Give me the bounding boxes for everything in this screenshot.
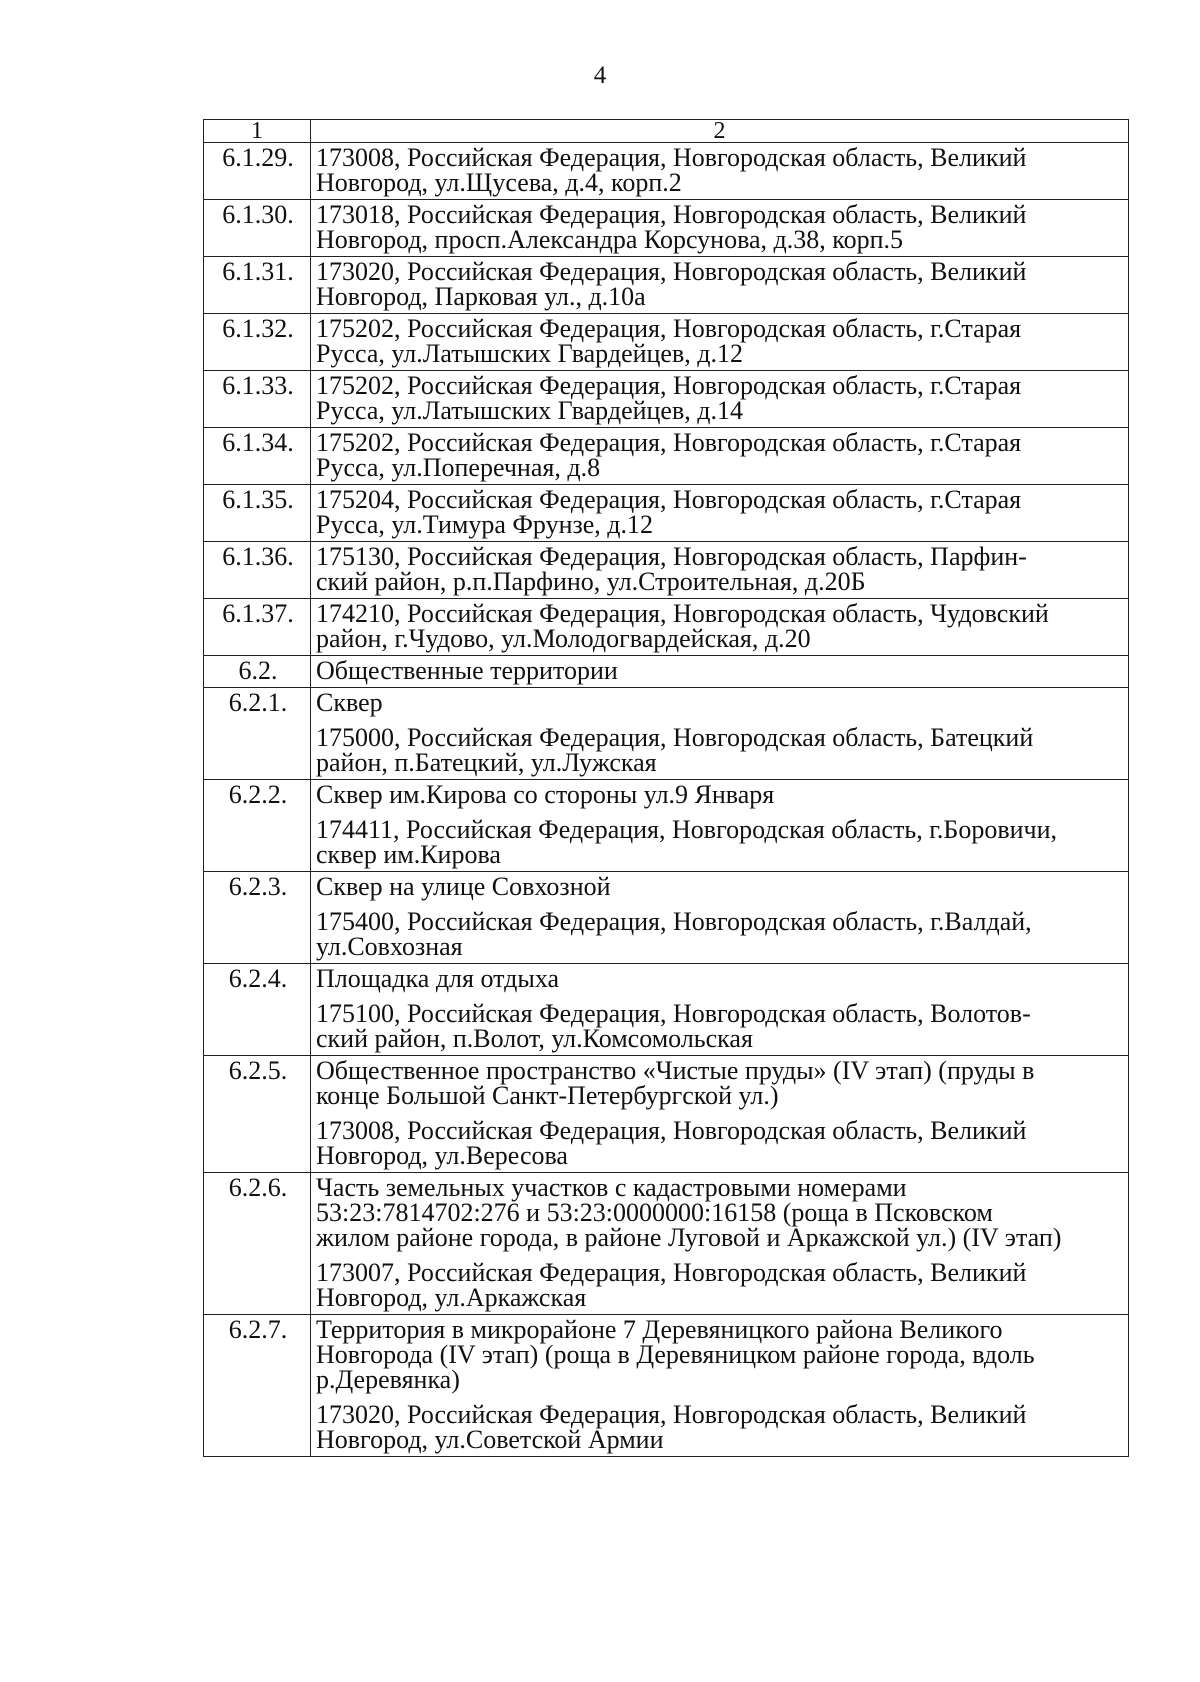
row-number: 6.2.6. — [204, 1173, 311, 1315]
address-line: 175204, Российская Федерация, Новгородская область, г.Старая — [316, 485, 1022, 514]
address-block — [316, 1402, 1125, 1452]
address-line: сквер им.Кирова — [316, 840, 501, 869]
address-line: Русса, ул.Латышских Гвардейцев, д.12 — [316, 339, 743, 368]
address-block — [316, 817, 1125, 867]
row-number: 6.1.32. — [204, 314, 311, 371]
object-name-line: 53:23:7814702:276 и 53:23:0000000:16158 (роща в Псковском — [316, 1198, 993, 1227]
table-row — [204, 688, 1129, 780]
address-block — [316, 373, 1125, 423]
object-name-line: Площадка для отдыха — [316, 964, 560, 993]
address-line: 173007, Российская Федерация, Новгородская область, Великий — [316, 1258, 1027, 1287]
address-line: 174210, Российская Федерация, Новгородская область, Чудовский — [316, 599, 1049, 628]
address-line: 175100, Российская Федерация, Новгородская область, Волотов- — [316, 999, 1031, 1028]
address-line: 175000, Российская Федерация, Новгородская область, Батецкий — [316, 723, 1034, 752]
row-content — [311, 599, 1129, 656]
row-content — [311, 143, 1129, 200]
table-row — [204, 599, 1129, 656]
table-row — [204, 1056, 1129, 1173]
object-name-line: Территория в микрорайоне 7 Деревяницкого района Великого — [316, 1315, 1003, 1344]
address-line: Русса, ул.Тимура Фрунзе, д.12 — [316, 510, 654, 539]
address-line: ский район, п.Волот, ул.Комсомольская — [316, 1024, 753, 1053]
address-line: 173020, Российская Федерация, Новгородская область, Великий — [316, 257, 1027, 286]
address-line: Новгород, ул.Щусева, д.4, корп.2 — [316, 168, 682, 197]
object-name-line: р.Деревянка) — [316, 1365, 460, 1394]
table-row — [204, 542, 1129, 599]
row-number: 6.1.31. — [204, 257, 311, 314]
address-line: 173018, Российская Федерация, Новгородская область, Великий — [316, 200, 1027, 229]
address-line: ул.Совхозная — [316, 932, 463, 961]
address-line: Новгород, ул.Советской Армии — [316, 1425, 664, 1454]
object-name-line: Сквер — [316, 688, 383, 717]
address-block — [316, 259, 1125, 309]
row-number: 6.1.34. — [204, 428, 311, 485]
row-number: 6.1.30. — [204, 200, 311, 257]
address-block — [316, 601, 1125, 651]
row-number: 6.2.1. — [204, 688, 311, 780]
table-header-row — [204, 120, 1129, 143]
column-header-2: 2 — [311, 120, 1129, 143]
address-block — [316, 1118, 1125, 1168]
row-number: 6.2.4. — [204, 964, 311, 1056]
address-block — [316, 202, 1125, 252]
object-name-line: жилом районе города, в районе Луговой и Аркажской ул.) (IV этап) — [316, 1223, 1062, 1252]
row-content — [311, 1173, 1129, 1315]
address-line: Новгород, ул.Вересова — [316, 1141, 568, 1170]
row-content — [311, 964, 1129, 1056]
row-content — [311, 780, 1129, 872]
object-name-line: Новгорода (IV этап) (роща в Деревяницком районе города, вдоль — [316, 1340, 1035, 1369]
address-line: район, п.Батецкий, ул.Лужская — [316, 748, 657, 777]
address-line: 173008, Российская Федерация, Новгородская область, Великий — [316, 1116, 1027, 1145]
address-line: Новгород, ул.Аркажская — [316, 1283, 587, 1312]
address-line: 175400, Российская Федерация, Новгородская область, г.Валдай, — [316, 907, 1032, 936]
table-row — [204, 200, 1129, 257]
address-line: 175130, Российская Федерация, Новгородская область, Парфин- — [316, 542, 1027, 571]
address-line: 175202, Российская Федерация, Новгородская область, г.Старая — [316, 371, 1022, 400]
row-content — [311, 200, 1129, 257]
row-content — [311, 371, 1129, 428]
row-content — [311, 314, 1129, 371]
object-name-line: Сквер на улице Совхозной — [316, 872, 611, 901]
address-block — [316, 145, 1125, 195]
row-content — [311, 428, 1129, 485]
address-line: ский район, р.п.Парфино, ул.Строительная, д.20Б — [316, 567, 866, 596]
section-title: Общественные территории — [316, 656, 618, 685]
address-block — [316, 316, 1125, 366]
row-number: 6.1.35. — [204, 485, 311, 542]
table-row — [204, 656, 1129, 688]
column-header-1: 1 — [204, 120, 311, 143]
address-block — [316, 1001, 1125, 1051]
table-row — [204, 143, 1129, 200]
row-number: 6.1.37. — [204, 599, 311, 656]
table-row — [204, 314, 1129, 371]
table-row — [204, 872, 1129, 964]
address-line: район, г.Чудово, ул.Молодогвардейская, д.20 — [316, 624, 811, 653]
address-table — [203, 119, 1129, 1457]
address-block — [316, 430, 1125, 480]
row-content — [311, 872, 1129, 964]
address-block — [316, 909, 1125, 959]
address-line: Русса, ул.Поперечная, д.8 — [316, 453, 601, 482]
address-line: Русса, ул.Латышских Гвардейцев, д.14 — [316, 396, 743, 425]
object-name-line: Сквер им.Кирова со стороны ул.9 Января — [316, 780, 775, 809]
row-number: 6.2.3. — [204, 872, 311, 964]
row-number: 6.2.5. — [204, 1056, 311, 1173]
address-line: Новгород, Парковая ул., д.10а — [316, 282, 646, 311]
row-number: 6.1.36. — [204, 542, 311, 599]
row-content — [311, 688, 1129, 780]
address-line: 175202, Российская Федерация, Новгородская область, г.Старая — [316, 428, 1022, 457]
address-line: 173020, Российская Федерация, Новгородская область, Великий — [316, 1400, 1027, 1429]
row-number: 6.2. — [204, 656, 311, 688]
object-name-line: конце Большой Санкт-Петербургской ул.) — [316, 1081, 779, 1110]
address-block — [316, 487, 1125, 537]
address-block — [316, 725, 1125, 775]
row-content — [311, 1315, 1129, 1457]
address-line: 175202, Российская Федерация, Новгородская область, г.Старая — [316, 314, 1022, 343]
address-line: 174411, Российская Федерация, Новгородская область, г.Боровичи, — [316, 815, 1058, 844]
row-content — [311, 485, 1129, 542]
row-number: 6.1.29. — [204, 143, 311, 200]
row-content — [311, 257, 1129, 314]
table-row — [204, 428, 1129, 485]
table-row — [204, 964, 1129, 1056]
table-row — [204, 371, 1129, 428]
address-line: 173008, Российская Федерация, Новгородская область, Великий — [316, 143, 1027, 172]
object-name-line: Общественное пространство «Чистые пруды» (IV этап) (пруды в — [316, 1056, 1035, 1085]
row-content — [311, 542, 1129, 599]
page-number: 4 — [593, 62, 607, 89]
address-block — [316, 1260, 1125, 1310]
object-name-line: Часть земельных участков с кадастровыми номерами — [316, 1173, 907, 1202]
row-number: 6.1.33. — [204, 371, 311, 428]
row-number: 6.2.2. — [204, 780, 311, 872]
table-row — [204, 257, 1129, 314]
row-content — [311, 656, 1129, 688]
table-row — [204, 1173, 1129, 1315]
row-number: 6.2.7. — [204, 1315, 311, 1457]
row-content — [311, 1056, 1129, 1173]
table-row — [204, 485, 1129, 542]
table-row — [204, 780, 1129, 872]
address-line: Новгород, просп.Александра Корсунова, д.38, корп.5 — [316, 225, 904, 254]
table-row — [204, 1315, 1129, 1457]
address-block — [316, 544, 1125, 594]
